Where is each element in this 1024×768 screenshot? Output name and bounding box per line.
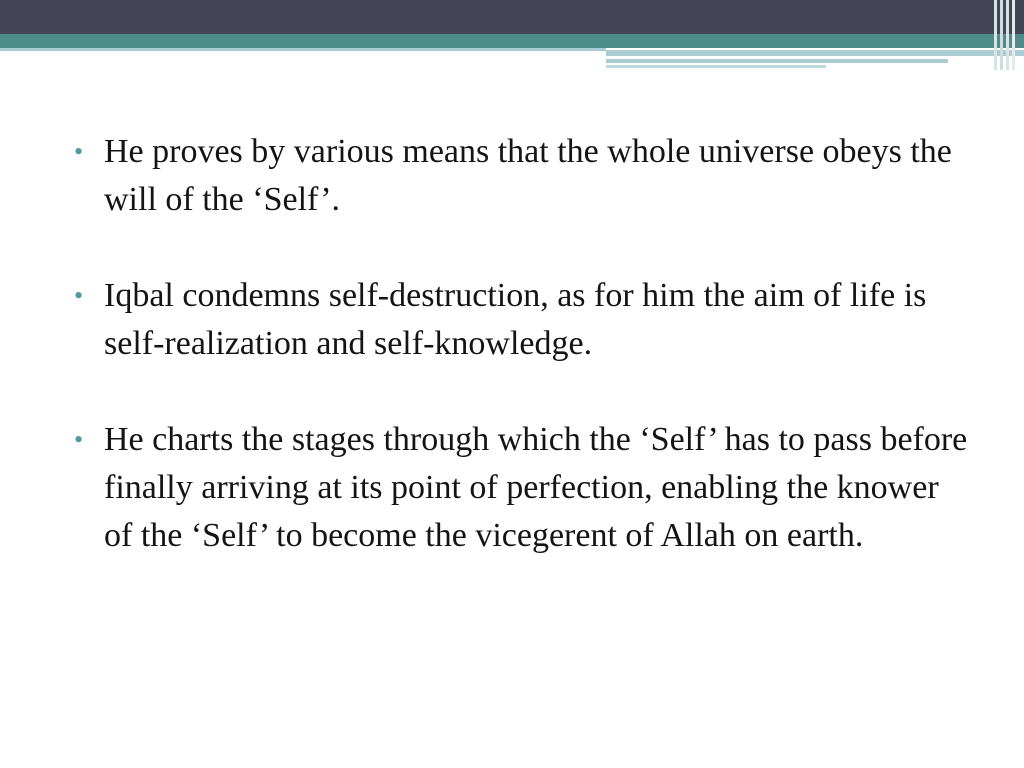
stripe — [1012, 0, 1015, 70]
stripe — [1000, 0, 1003, 70]
header-right-stripes — [994, 0, 1024, 70]
bullet-text: Iqbal condemns self-destruction, as for him the aim of life is self-realization and self-knowledge. — [104, 277, 927, 362]
header-teal-band — [0, 34, 1024, 48]
header-accent-line — [0, 48, 606, 51]
header-tab-line — [606, 59, 948, 63]
bullet-text: He proves by various means that the whole universe obeys the will of the ‘Self’. — [104, 133, 952, 218]
stripe — [994, 0, 997, 70]
bullet-dot-icon: • — [74, 281, 84, 310]
bullet-item — [74, 272, 974, 368]
bullet-item — [74, 416, 974, 560]
header-tab-line — [606, 65, 826, 68]
header-tab-line — [606, 50, 1024, 56]
bullet-item — [74, 128, 974, 224]
bullet-text: He charts the stages through which the ‘Self’ has to pass before finally arriving at its point of perfection, enabling the knower of the ‘Self’ to become the vicegerent of Allah on earth. — [104, 421, 968, 554]
stripe — [1006, 0, 1009, 70]
bullet-dot-icon: • — [74, 137, 84, 166]
bullet-dot-icon: • — [74, 425, 84, 454]
bullet-list — [74, 128, 974, 608]
header-dark-bar — [0, 0, 1024, 34]
